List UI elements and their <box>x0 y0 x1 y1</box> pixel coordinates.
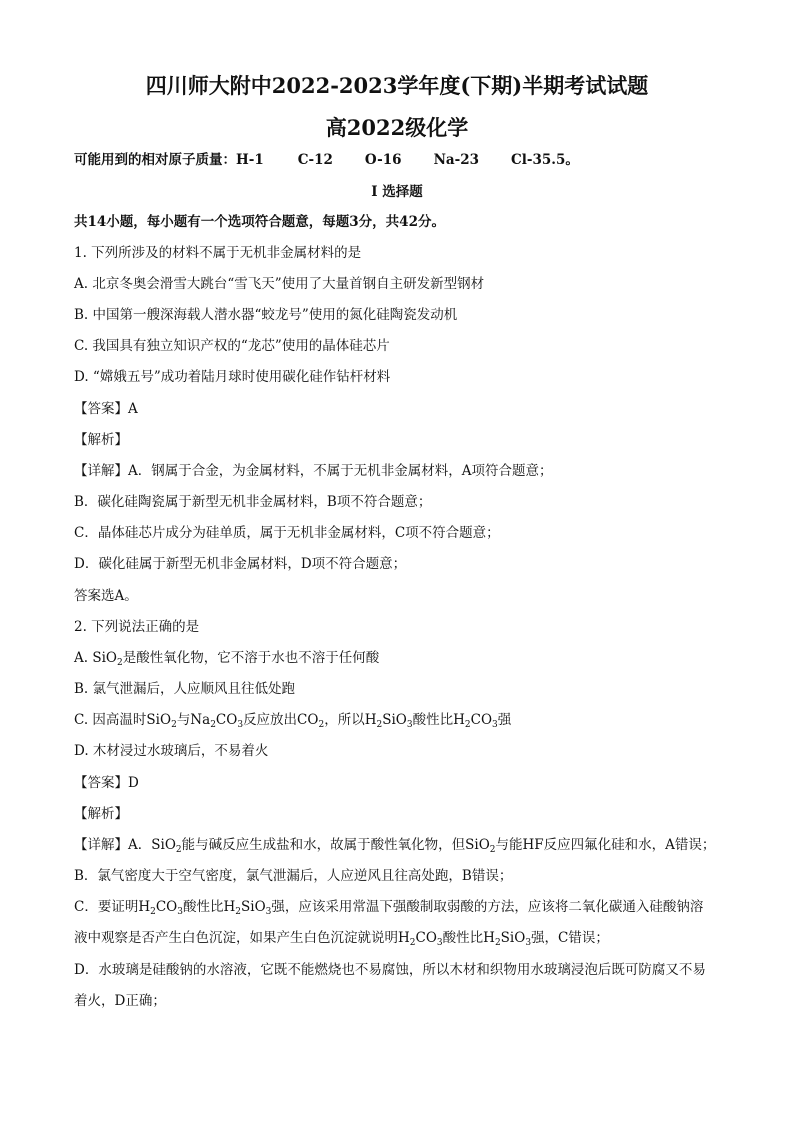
section-title: I 选择题 <box>371 184 423 200</box>
q2-explain-d-line2: 着火，D正确； <box>74 993 166 1009</box>
q2-option-a: A. SiO$_2$是酸性氧化物，它不溶于水也不溶于任何酸 <box>74 650 380 668</box>
q2-explain-d-line1: D．水玻璃是硅酸钠的水溶液，它既不能燃烧也不易腐蚀，所以木材和织物用水玻璃浸泡后既可防腐又不易 <box>74 962 706 978</box>
mass-cl: Cl-35.5。 <box>511 152 579 168</box>
mass-na: Na-23 <box>433 152 480 168</box>
mass-h: H-1 <box>236 152 264 168</box>
q1-conclusion: 答案选A。 <box>74 588 138 604</box>
mass-c: C-12 <box>297 152 333 168</box>
q1-detail: 【详解】A．钢属于合金，为金属材料，不属于无机非金属材料，A项符合题意； <box>74 463 553 479</box>
q2-stem: 2. 下列说法正确的是 <box>74 619 200 635</box>
mass-o: O-16 <box>364 152 402 168</box>
q2-analysis-label: 【解析】 <box>74 806 128 822</box>
q2-explain-b: B．氯气密度大于空气密度，氯气泄漏后，人应逆风且往高处跑，B错误； <box>74 868 513 884</box>
q1-explain-c: C．晶体硅芯片成分为硅单质，属于无机非金属材料，C项不符合题意； <box>74 525 500 541</box>
q1-analysis-label: 【解析】 <box>74 432 128 448</box>
q2-explain-c-line1: C．要证明$H_2CO_3$酸性比$H_2SiO_3$强，应该采用常温下强酸制取弱酸的方法，应该将二氧化碳通入硅酸钠溶 <box>74 899 704 917</box>
q2-answer: 【答案】D <box>74 775 139 791</box>
q1-explain-b: B．碳化硅陶瓷属于新型无机非金属材料，B项不符合题意； <box>74 494 432 510</box>
exam-title: 四川师大附中2022-2023学年度(下期)半期考试试题 <box>145 73 649 98</box>
atomic-masses-label: 可能用到的相对原子质量： <box>74 152 236 168</box>
q1-option-c: C. 我国具有独立知识产权的“龙芯”使用的晶体硅芯片 <box>74 338 390 354</box>
q2-option-d: D. 木材浸过水玻璃后，不易着火 <box>74 743 269 759</box>
atomic-masses <box>74 150 579 170</box>
q1-option-b: B. 中国第一艘深海载人潜水器“蛟龙号”使用的氮化硅陶瓷发动机 <box>74 307 458 323</box>
q2-option-b: B. 氯气泄漏后，人应顺风且往低处跑 <box>74 681 296 697</box>
q1-stem: 1. 下列所涉及的材料不属于无机非金属材料的是 <box>74 245 362 261</box>
q2-detail: 【详解】A．SiO$_2$能与碱反应生成盐和水，故属于酸性氧化物，但SiO$_2$与能HF反应四氟化硅和水，A错误； <box>74 837 716 855</box>
q1-answer: 【答案】A <box>74 401 138 417</box>
q1-option-a: A. 北京冬奥会滑雪大跳台“雪飞天”使用了大量首钢自主研发新型钢材 <box>74 276 485 292</box>
q1-explain-d: D．碳化硅属于新型无机非金属材料，D项不符合题意； <box>74 556 407 572</box>
q2-option-c: C. 因高温时SiO$_2$与$Na_2CO_3$反应放出$CO_2$，所以$H_2SiO_3$酸性比$H_2CO_3$强 <box>74 712 512 730</box>
exam-subtitle: 高2022级化学 <box>325 115 469 140</box>
q1-option-d: D. “嫦娥五号”成功着陆月球时使用碳化硅作钻杆材料 <box>74 369 391 385</box>
section-instruction: 共14小题，每小题有一个选项符合题意，每题3分，共42分。 <box>74 214 445 230</box>
q2-explain-c-line2: 液中观察是否产生白色沉淀，如果产生白色沉淀就说明$H_2CO_3$酸性比$H_2SiO_3$强，C错误； <box>74 930 609 948</box>
